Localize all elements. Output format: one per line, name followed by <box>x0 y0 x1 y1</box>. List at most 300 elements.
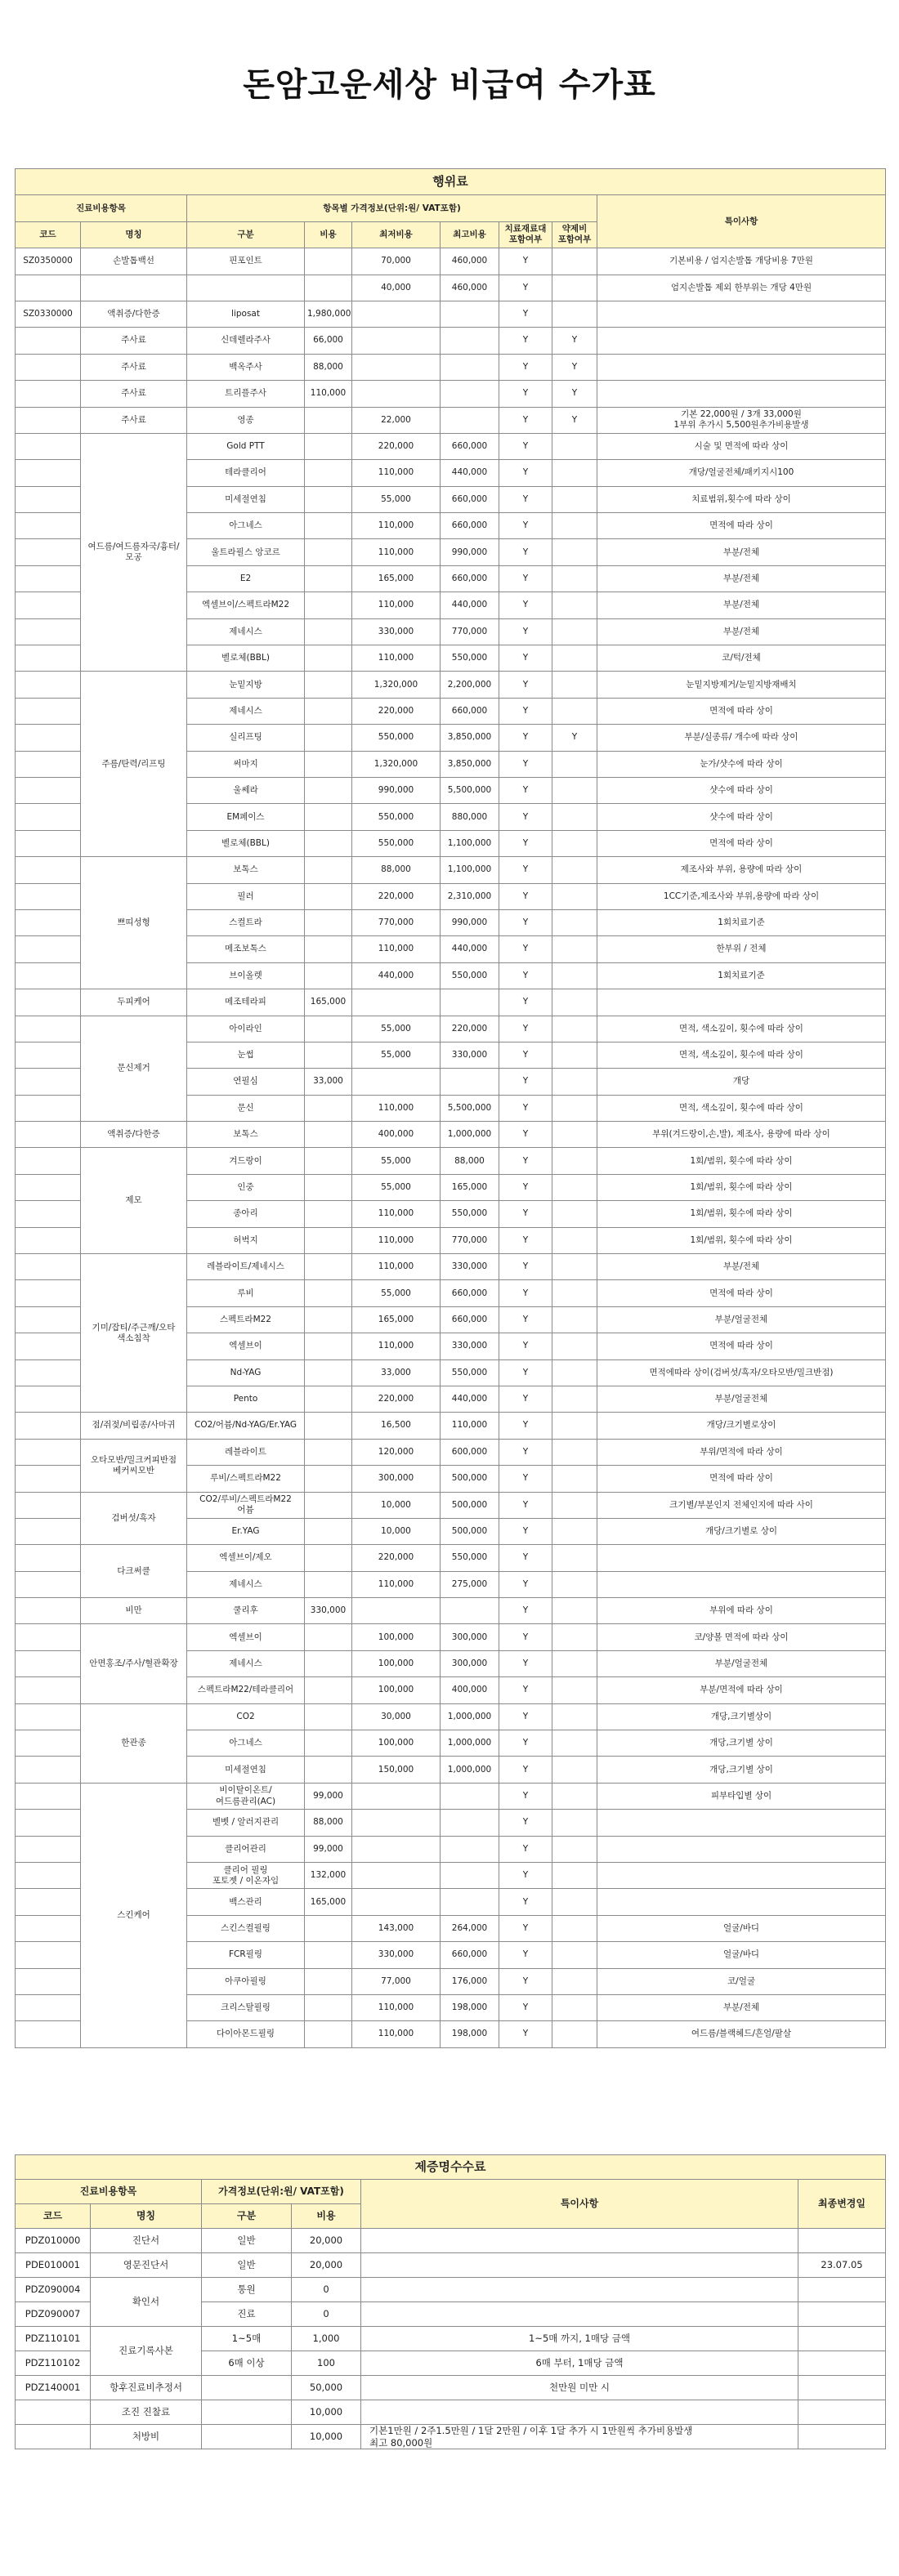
cell-note: 부분/얼굴전체 <box>597 1306 886 1333</box>
cell-code <box>16 962 81 989</box>
cell-code <box>16 1783 81 1809</box>
cell-note: 1회치료기준 <box>597 962 886 989</box>
cell-drug-included <box>552 592 597 618</box>
cell-cost <box>305 1122 352 1148</box>
cell-category <box>202 2376 292 2400</box>
cell-category: 레블라이트 <box>187 1439 305 1465</box>
cell-note: 부위/면적에 따라 상이 <box>597 1439 886 1465</box>
cell-note: 코/턱/전체 <box>597 645 886 672</box>
cell-drug-included <box>552 1069 597 1095</box>
table-row <box>16 407 886 433</box>
cell-category: 클리어관리 <box>187 1836 305 1862</box>
cell-cost <box>305 275 352 301</box>
cell-code <box>16 2400 91 2425</box>
cell-code <box>16 2021 81 2047</box>
cell-max-cost: 550,000 <box>441 1545 499 1571</box>
cell-max-cost: 1,000,000 <box>441 1757 499 1783</box>
cell-code <box>16 989 81 1016</box>
cell-material-included: Y <box>499 1571 552 1597</box>
cell-category: 문신 <box>187 1095 305 1121</box>
cell-code <box>16 698 81 724</box>
cell-code <box>16 1703 81 1730</box>
cell-note: 샷수에 따라 상이 <box>597 777 886 803</box>
cell-cost <box>305 565 352 592</box>
cell-category: EM페이스 <box>187 804 305 830</box>
cell-code <box>16 804 81 830</box>
cell-note: 샷수에 따라 상이 <box>597 804 886 830</box>
cell-material-included: Y <box>499 1016 552 1042</box>
cell-min-cost: 16,500 <box>352 1413 441 1439</box>
cell-max-cost <box>441 354 499 380</box>
cell-min-cost <box>352 1069 441 1095</box>
cell-code <box>16 1730 81 1757</box>
table-row <box>16 672 886 698</box>
cell-max-cost: 880,000 <box>441 804 499 830</box>
table-row <box>16 1545 886 1571</box>
cell-note <box>597 1810 886 1836</box>
cell-min-cost: 330,000 <box>352 618 441 645</box>
cell-code: PDZ090007 <box>16 2302 91 2327</box>
col-header-drug-included: 약제비 포함여부 <box>552 221 597 248</box>
cell-category: 브이올렛 <box>187 962 305 989</box>
cell-category: 엑셀브이 <box>187 1624 305 1650</box>
cell-code <box>16 618 81 645</box>
cell-cost: 132,000 <box>305 1863 352 1889</box>
cell-drug-included <box>552 1783 597 1809</box>
cell-code <box>16 1994 81 2020</box>
cell-min-cost: 88,000 <box>352 857 441 883</box>
col-header-category: 구분 <box>202 2204 292 2229</box>
cell-code <box>16 751 81 777</box>
cell-cost: 110,000 <box>305 381 352 407</box>
cell-material-included: Y <box>499 301 552 327</box>
cell-note: 면적에따라 상이(검버섯/흑자/오타모반/밀크반점) <box>597 1359 886 1386</box>
cell-code <box>16 1545 81 1571</box>
cell-group-name: 주름/탄력/리프팅 <box>81 672 187 857</box>
cell-code: PDZ140001 <box>16 2376 91 2400</box>
cell-category: 진료 <box>202 2302 292 2327</box>
cell-min-cost: 440,000 <box>352 962 441 989</box>
cell-material-included: Y <box>499 1254 552 1280</box>
cell-material-included: Y <box>499 962 552 989</box>
cell-max-cost: 550,000 <box>441 1359 499 1386</box>
cell-min-cost: 110,000 <box>352 645 441 672</box>
cell-material-included: Y <box>499 1069 552 1095</box>
cell-drug-included <box>552 1836 597 1862</box>
cell-cost <box>305 539 352 565</box>
cell-min-cost: 220,000 <box>352 698 441 724</box>
cell-code <box>16 1889 81 1915</box>
cell-drug-included <box>552 698 597 724</box>
cell-category: 일반 <box>202 2229 292 2253</box>
cell-max-cost: 440,000 <box>441 460 499 486</box>
cell-category: Nd-YAG <box>187 1359 305 1386</box>
cell-drug-included <box>552 1359 597 1386</box>
cell-note <box>597 989 886 1016</box>
table-row <box>16 381 886 407</box>
cell-note <box>597 1545 886 1571</box>
cell-code <box>16 1836 81 1862</box>
cell-material-included: Y <box>499 751 552 777</box>
cell-code <box>16 1650 81 1676</box>
procedure-section-title: 행위료 <box>16 169 886 195</box>
cell-category: 신데렐라주사 <box>187 328 305 354</box>
cell-group-name: 제모 <box>81 1148 187 1254</box>
cell-cost <box>305 1280 352 1306</box>
cell-drug-included <box>552 1280 597 1306</box>
cell-drug-included <box>552 539 597 565</box>
cell-drug-included <box>552 1254 597 1280</box>
table-row <box>16 1413 886 1439</box>
cell-material-included: Y <box>499 1042 552 1068</box>
cell-material-included: Y <box>499 989 552 1016</box>
cell-code <box>16 1492 81 1518</box>
cell-min-cost: 550,000 <box>352 830 441 856</box>
cell-max-cost: 165,000 <box>441 1174 499 1200</box>
cell-max-cost: 198,000 <box>441 1994 499 2020</box>
cell-category: 미세절연침 <box>187 1757 305 1783</box>
cell-drug-included <box>552 672 597 698</box>
table-row <box>16 2376 886 2400</box>
table-row <box>16 2229 886 2253</box>
cell-cost <box>305 1492 352 1518</box>
cell-category: 일반 <box>202 2253 292 2278</box>
cell-drug-included <box>552 301 597 327</box>
cell-material-included: Y <box>499 328 552 354</box>
cell-drug-included <box>552 433 597 459</box>
cell-category: 6매 이상 <box>202 2351 292 2376</box>
cell-min-cost <box>352 354 441 380</box>
cell-note: 피부타입별 상이 <box>597 1783 886 1809</box>
cell-note: 개당 <box>597 1069 886 1095</box>
cell-min-cost: 110,000 <box>352 513 441 539</box>
cell-category: 엑셀브이 <box>187 1333 305 1359</box>
cell-drug-included <box>552 1518 597 1544</box>
cell-cost <box>305 1306 352 1333</box>
cell-code <box>16 565 81 592</box>
cell-code <box>16 1095 81 1121</box>
cell-drug-included <box>552 777 597 803</box>
group-header: 진료비용항목 <box>16 2180 202 2204</box>
table-row <box>16 1122 886 1148</box>
cell-note: 1회/범위, 횟수에 따라 상이 <box>597 1174 886 1200</box>
cell-category: 스펙트라M22/테라클리어 <box>187 1677 305 1703</box>
cell-min-cost: 165,000 <box>352 1306 441 1333</box>
cell-code <box>16 830 81 856</box>
cell-drug-included <box>552 1174 597 1200</box>
cell-max-cost: 1,000,000 <box>441 1122 499 1148</box>
cell-max-cost: 440,000 <box>441 592 499 618</box>
cell-note: 천만원 미만 시 <box>361 2376 798 2400</box>
cell-max-cost: 2,200,000 <box>441 672 499 698</box>
cell-material-included: Y <box>499 1386 552 1412</box>
cell-code <box>16 1968 81 1994</box>
cell-max-cost: 990,000 <box>441 539 499 565</box>
cell-material-included: Y <box>499 618 552 645</box>
cell-cost: 88,000 <box>305 1810 352 1836</box>
cell-note: 6매 부터, 1매당 금액 <box>361 2351 798 2376</box>
cell-drug-included <box>552 1386 597 1412</box>
cell-max-cost: 330,000 <box>441 1254 499 1280</box>
cell-code <box>16 1439 81 1465</box>
cell-max-cost: 5,500,000 <box>441 1095 499 1121</box>
cell-category: 스킨스컬필링 <box>187 1915 305 1941</box>
table-row <box>16 1016 886 1042</box>
table-row <box>16 248 886 275</box>
cell-note: 부분/전체 <box>597 1994 886 2020</box>
cell-cost <box>305 1359 352 1386</box>
cell-note: 부분/얼굴전체 <box>597 1386 886 1412</box>
cell-min-cost <box>352 328 441 354</box>
cell-note: 1CC기준,제조사와 부위,용량에 따라 상이 <box>597 883 886 909</box>
cell-note: 부분/전체 <box>597 618 886 645</box>
cell-note: 1회/범위, 횟수에 따라 상이 <box>597 1148 886 1174</box>
cell-material-included: Y <box>499 407 552 433</box>
cell-code <box>16 1016 81 1042</box>
cell-group-name: 쁘띠성형 <box>81 857 187 989</box>
cell-code <box>16 1254 81 1280</box>
cell-material-included: Y <box>499 1650 552 1676</box>
col-header-code: 코드 <box>16 2204 91 2229</box>
cell-material-included: Y <box>499 275 552 301</box>
cell-min-cost: 220,000 <box>352 1386 441 1412</box>
cell-cost <box>305 1703 352 1730</box>
cell-code <box>16 460 81 486</box>
cell-material-included: Y <box>499 1889 552 1915</box>
cell-cost: 10,000 <box>292 2425 361 2449</box>
cell-code <box>16 1571 81 1597</box>
cell-category: FCR필링 <box>187 1942 305 1968</box>
cell-category: 제네시스 <box>187 698 305 724</box>
cell-code: PDZ110102 <box>16 2351 91 2376</box>
group-header: 진료비용항목 <box>16 195 187 221</box>
cell-drug-included <box>552 989 597 1016</box>
cell-code: SZ0330000 <box>16 301 81 327</box>
cell-category: 제네시스 <box>187 618 305 645</box>
cell-last-modified: 23.07.05 <box>798 2253 886 2278</box>
cell-max-cost: 660,000 <box>441 565 499 592</box>
cell-max-cost: 3,850,000 <box>441 751 499 777</box>
cell-min-cost: 220,000 <box>352 1545 441 1571</box>
cell-material-included: Y <box>499 1359 552 1386</box>
cell-material-included: Y <box>499 1968 552 1994</box>
cell-max-cost <box>441 1810 499 1836</box>
cell-cost <box>305 1730 352 1757</box>
cell-max-cost: 5,500,000 <box>441 777 499 803</box>
table-row <box>16 354 886 380</box>
cell-category: 보톡스 <box>187 857 305 883</box>
cell-code <box>16 1624 81 1650</box>
cell-cost <box>305 1466 352 1492</box>
cell-max-cost: 176,000 <box>441 1968 499 1994</box>
cell-max-cost: 264,000 <box>441 1915 499 1941</box>
cell-min-cost: 110,000 <box>352 1254 441 1280</box>
cell-note <box>597 354 886 380</box>
cell-cost <box>305 1571 352 1597</box>
cell-min-cost: 10,000 <box>352 1492 441 1518</box>
cell-min-cost: 990,000 <box>352 777 441 803</box>
cell-material-included: Y <box>499 1518 552 1544</box>
table-row <box>16 857 886 883</box>
cell-cost <box>305 1254 352 1280</box>
cell-category: 스컬트라 <box>187 909 305 935</box>
cell-min-cost: 110,000 <box>352 539 441 565</box>
cell-code <box>16 672 81 698</box>
cell-note <box>361 2253 798 2278</box>
cell-drug-included <box>552 962 597 989</box>
cell-cost <box>305 433 352 459</box>
cell-cost <box>305 618 352 645</box>
cell-note: 눈밑지방제거/눈밑지방재배치 <box>597 672 886 698</box>
cell-note: 부분/면적에 따라 상이 <box>597 1677 886 1703</box>
cell-code <box>16 1915 81 1941</box>
cell-note: 한부위 / 전체 <box>597 936 886 962</box>
cell-category: 인중 <box>187 1174 305 1200</box>
cell-max-cost: 460,000 <box>441 248 499 275</box>
cell-category: 눈밑지방 <box>187 672 305 698</box>
cell-material-included: Y <box>499 804 552 830</box>
table-row <box>16 1492 886 1518</box>
table-row <box>16 1254 886 1280</box>
cell-cost <box>305 909 352 935</box>
cell-last-modified <box>798 2327 886 2351</box>
cell-cost: 100 <box>292 2351 361 2376</box>
cell-cost <box>305 1994 352 2020</box>
cell-note: 면적에 따라 상이 <box>597 1280 886 1306</box>
cell-last-modified <box>798 2425 886 2449</box>
cell-drug-included <box>552 857 597 883</box>
cell-min-cost: 55,000 <box>352 1042 441 1068</box>
cell-cost <box>305 1413 352 1439</box>
cell-note: 크기별/부분인지 전체인지에 따라 사이 <box>597 1492 886 1518</box>
cell-group-name: 한관종 <box>81 1703 187 1783</box>
cell-note: 치료범위,횟수에 따라 상이 <box>597 486 886 512</box>
cell-code <box>16 1810 81 1836</box>
cell-note <box>597 301 886 327</box>
cell-name: 주사료 <box>81 354 187 380</box>
cell-note: 코/양볼 면적에 따라 상이 <box>597 1624 886 1650</box>
cell-category: 필러 <box>187 883 305 909</box>
cell-name: 처방비 <box>91 2425 202 2449</box>
cell-last-modified <box>798 2229 886 2253</box>
cell-min-cost: 150,000 <box>352 1757 441 1783</box>
cell-material-included: Y <box>499 1783 552 1809</box>
cell-cost: 0 <box>292 2302 361 2327</box>
cell-category: CO2 <box>187 1703 305 1730</box>
cell-material-included: Y <box>499 486 552 512</box>
cell-drug-included: Y <box>552 407 597 433</box>
cell-min-cost: 220,000 <box>352 883 441 909</box>
cell-code <box>16 1359 81 1386</box>
cell-note <box>361 2229 798 2253</box>
cell-material-included: Y <box>499 354 552 380</box>
cell-note <box>597 1836 886 1862</box>
cell-max-cost: 770,000 <box>441 618 499 645</box>
cell-category: 연필심 <box>187 1069 305 1095</box>
cell-note: 면적에 따라 상이 <box>597 1466 886 1492</box>
cell-drug-included <box>552 1227 597 1253</box>
cell-max-cost: 1,100,000 <box>441 830 499 856</box>
cell-code <box>16 513 81 539</box>
cell-code <box>16 857 81 883</box>
cell-note: 1회치료기준 <box>597 909 886 935</box>
table-row <box>16 433 886 459</box>
cell-material-included: Y <box>499 1122 552 1148</box>
cell-max-cost <box>441 328 499 354</box>
cell-max-cost: 275,000 <box>441 1571 499 1597</box>
col-header-max-cost: 최고비용 <box>441 221 499 248</box>
cell-material-included: Y <box>499 1413 552 1439</box>
cell-drug-included <box>552 830 597 856</box>
cell-note: 개당,크기별상이 <box>597 1703 886 1730</box>
cell-max-cost <box>441 407 499 433</box>
cell-cost <box>305 1174 352 1200</box>
table-row <box>16 1148 886 1174</box>
cell-drug-included <box>552 883 597 909</box>
cell-cost <box>305 1042 352 1068</box>
cell-code <box>16 1122 81 1148</box>
cell-cost: 20,000 <box>292 2229 361 2253</box>
cell-material-included: Y <box>499 1942 552 1968</box>
last-modified-header: 최종변경일 <box>798 2180 886 2229</box>
cell-note: 면적, 색소깊이, 횟수에 따라 상이 <box>597 1042 886 1068</box>
cell-code <box>16 2425 91 2449</box>
cell-category: Gold PTT <box>187 433 305 459</box>
cell-category: 벨로체(BBL) <box>187 645 305 672</box>
cell-material-included: Y <box>499 830 552 856</box>
cell-min-cost: 10,000 <box>352 1518 441 1544</box>
cell-code: PDZ110101 <box>16 2327 91 2351</box>
cell-material-included: Y <box>499 857 552 883</box>
cell-drug-included <box>552 565 597 592</box>
cell-material-included: Y <box>499 1863 552 1889</box>
cell-last-modified <box>798 2302 886 2327</box>
cell-group-name: 검버섯/흑자 <box>81 1492 187 1545</box>
cell-note: 얼굴/바디 <box>597 1915 886 1941</box>
cell-category: 보톡스 <box>187 1122 305 1148</box>
cell-code <box>16 909 81 935</box>
cell-min-cost: 70,000 <box>352 248 441 275</box>
table-row <box>16 1439 886 1465</box>
cell-material-included: Y <box>499 1466 552 1492</box>
cell-cost <box>305 460 352 486</box>
cell-material-included: Y <box>499 592 552 618</box>
cell-cost: 99,000 <box>305 1783 352 1809</box>
cell-group-name: 문신제거 <box>81 1016 187 1122</box>
cell-code <box>16 883 81 909</box>
cell-drug-included <box>552 1333 597 1359</box>
cell-cost <box>305 1624 352 1650</box>
cell-material-included: Y <box>499 1201 552 1227</box>
cell-min-cost <box>352 1889 441 1915</box>
cell-drug-included <box>552 804 597 830</box>
cell-category: 울쎄라 <box>187 777 305 803</box>
cell-drug-included <box>552 1413 597 1439</box>
cell-name: 두피케어 <box>81 989 187 1016</box>
cell-max-cost: 660,000 <box>441 513 499 539</box>
cell-drug-included <box>552 909 597 935</box>
cell-min-cost: 33,000 <box>352 1359 441 1386</box>
cell-min-cost <box>352 1810 441 1836</box>
cell-cost: 330,000 <box>305 1598 352 1624</box>
page-title: 돈암고운세상 비급여 수가표 <box>243 66 656 104</box>
cell-material-included: Y <box>499 1174 552 1200</box>
cell-category: 울트라필스 앙코르 <box>187 539 305 565</box>
cell-material-included: Y <box>499 248 552 275</box>
cell-note: 얼굴/바디 <box>597 1942 886 1968</box>
cell-note <box>597 1571 886 1597</box>
cell-code <box>16 1333 81 1359</box>
